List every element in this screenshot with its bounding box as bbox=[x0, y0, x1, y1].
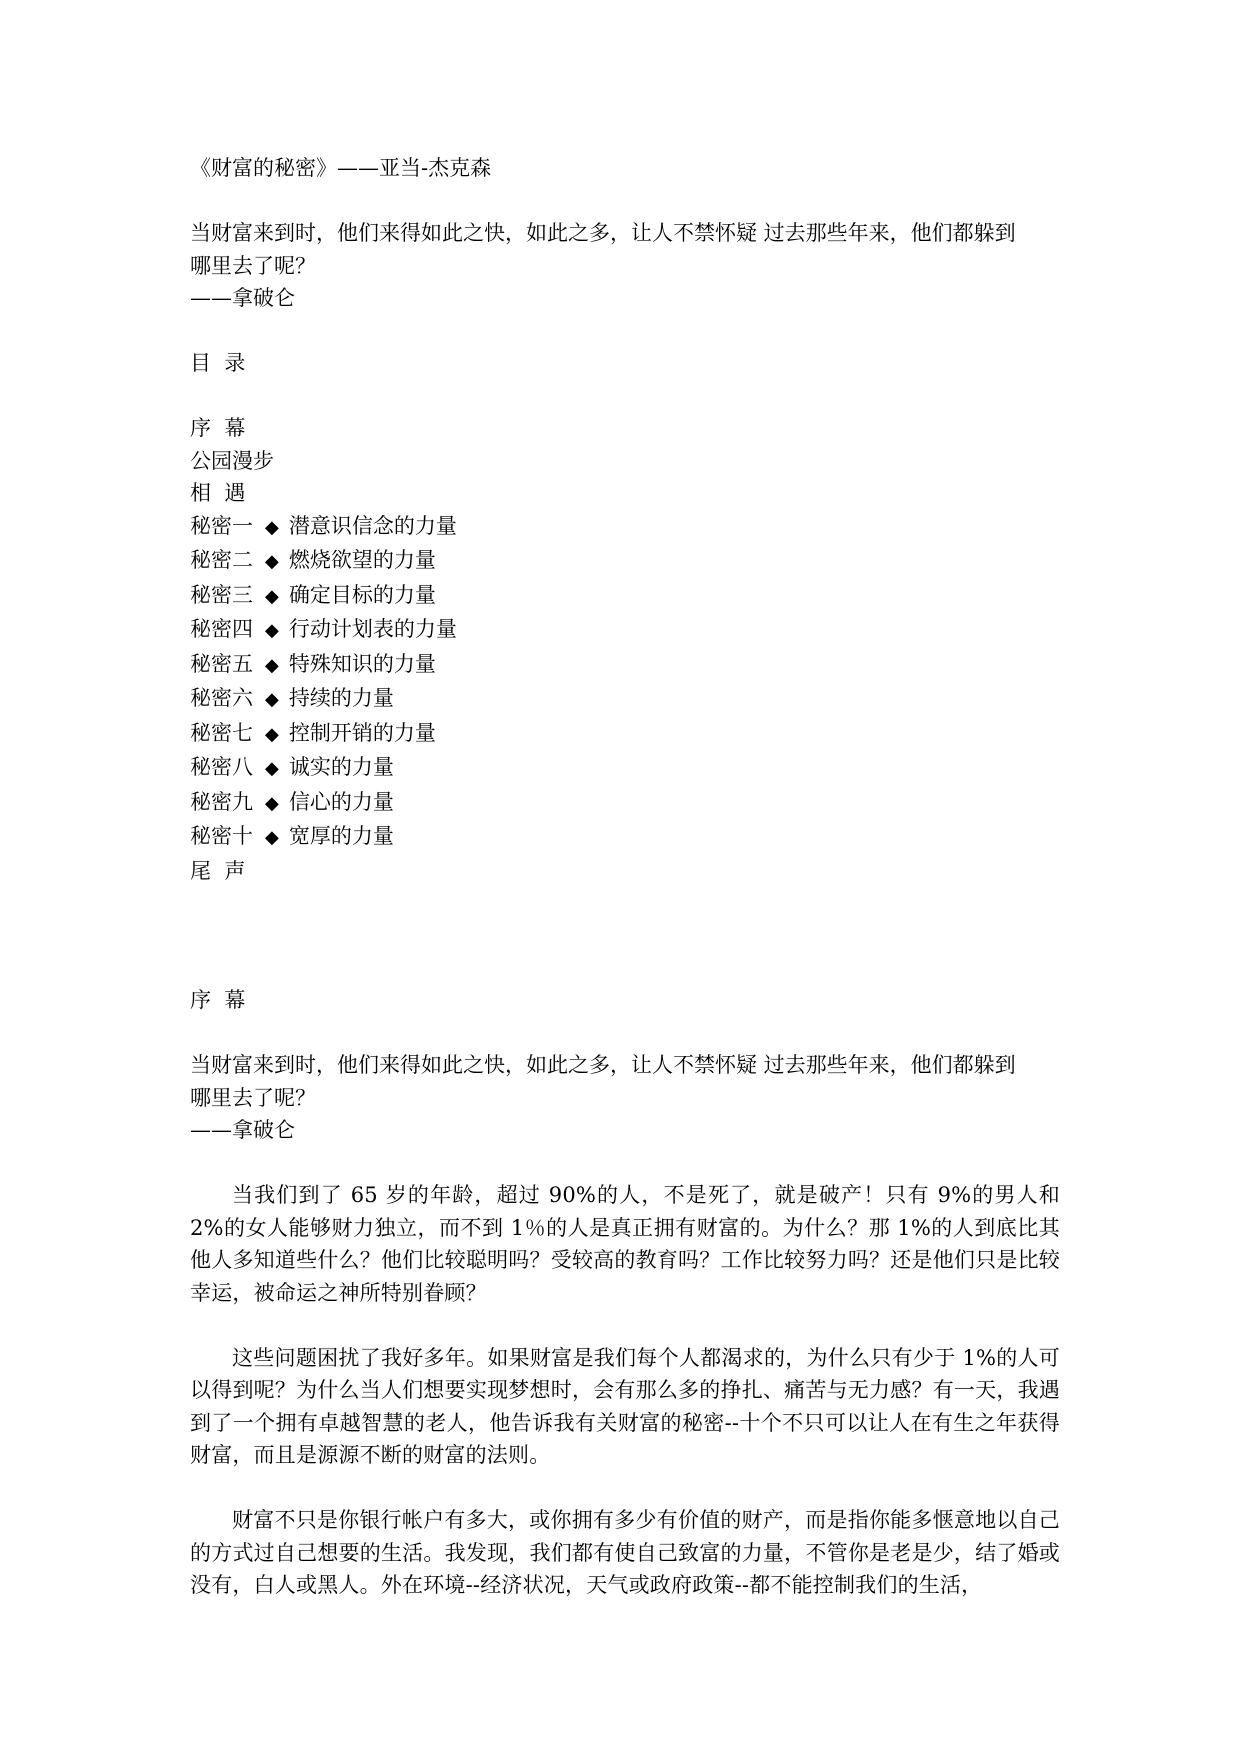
toc-item-text: 确定目标的力量 bbox=[288, 582, 436, 607]
spacer bbox=[190, 1147, 1060, 1180]
diamond-bullet-icon: ◆ bbox=[265, 654, 279, 676]
spacer bbox=[190, 1017, 1060, 1050]
diamond-bullet-icon: ◆ bbox=[265, 620, 279, 641]
toc-item[interactable] bbox=[190, 579, 1060, 614]
spacer bbox=[190, 1472, 1060, 1505]
body-paragraph: 财富不只是你银行帐户有多大，或你拥有多少有价值的财产，而是指你能多惬意地以自己的方式过自己想要的生活。我发现，我们都有使自己致富的力量，不管你是老是少，结了婚或没有，白人或黑人。外在环境--经济状况，天气或政府政策--都不能控制我们的生活， bbox=[190, 1508, 1060, 1597]
diamond-bullet-icon: ◆ bbox=[265, 758, 279, 779]
epigraph bbox=[190, 217, 1060, 315]
toc-item[interactable] bbox=[190, 751, 1060, 786]
toc-item-label: 秘密九 bbox=[190, 789, 253, 814]
toc-item-label: 秘密八 bbox=[190, 755, 253, 779]
section-heading: 序 幕 bbox=[190, 988, 246, 1012]
toc-item[interactable] bbox=[190, 648, 1060, 683]
document-title: 《财富的秘密》——亚当-杰克森 bbox=[190, 156, 492, 180]
toc-item-text: 行动计划表的力量 bbox=[288, 617, 457, 641]
toc-item[interactable] bbox=[190, 820, 1060, 855]
toc-item[interactable] bbox=[190, 544, 1060, 579]
epigraph-line: 当财富来到时，他们来得如此之快，如此之多，让人不禁怀疑 过去那些年来，他们都躲到 bbox=[190, 221, 1016, 245]
diamond-bullet-icon: ◆ bbox=[265, 827, 279, 848]
toc-item-label: 秘密二 bbox=[190, 548, 253, 572]
toc-item[interactable] bbox=[190, 445, 1060, 478]
section-epigraph bbox=[190, 1049, 1060, 1147]
spacer bbox=[190, 185, 1060, 218]
document-page bbox=[190, 152, 1060, 1602]
toc-item-text: 燃烧欲望的力量 bbox=[288, 548, 436, 572]
spacer bbox=[190, 380, 1060, 413]
toc-item-label: 秘密七 bbox=[190, 720, 253, 745]
diamond-bullet-icon: ◆ bbox=[265, 792, 279, 814]
epigraph-line: 哪里去了呢？ bbox=[190, 253, 316, 278]
spacer bbox=[190, 315, 1060, 348]
toc-item[interactable] bbox=[190, 613, 1060, 648]
body-paragraph: 当我们到了 65 岁的年龄，超过 90%的人，不是死了，就是破产！只有 9%的男人和 2%的女人能够财力独立，而不到 1％的人是真正拥有财富的。为什么？那 1%的人到底比其他人多知道些什么？他们比较聪明吗？受较高的教育吗？工作比较努力吗？还是他们只是比较幸运，被命运之神所特别眷顾？ bbox=[190, 1183, 1060, 1305]
diamond-bullet-icon: ◆ bbox=[265, 551, 279, 572]
toc-item[interactable] bbox=[190, 412, 1060, 445]
epigraph-line: 当财富来到时，他们来得如此之快，如此之多，让人不禁怀疑 过去那些年来，他们都躲到 bbox=[190, 1053, 1016, 1077]
toc-item[interactable] bbox=[190, 510, 1060, 545]
epigraph-author: ——拿破仑 bbox=[190, 1118, 295, 1142]
toc-item-label: 秘密十 bbox=[190, 824, 253, 848]
toc-item-label: 秘密五 bbox=[190, 651, 253, 676]
toc-item-label: 公园漫步 bbox=[190, 448, 274, 473]
toc-item[interactable] bbox=[190, 717, 1060, 752]
toc-item[interactable] bbox=[190, 855, 1060, 888]
toc-item-label: 尾 声 bbox=[190, 858, 246, 883]
toc-item[interactable] bbox=[190, 786, 1060, 821]
toc-item[interactable] bbox=[190, 682, 1060, 717]
toc-item-text: 宽厚的力量 bbox=[288, 824, 394, 848]
diamond-bullet-icon: ◆ bbox=[265, 585, 279, 607]
toc-item[interactable] bbox=[190, 477, 1060, 510]
toc-item-label: 相 遇 bbox=[190, 481, 246, 505]
toc-item-text: 特殊知识的力量 bbox=[288, 651, 436, 676]
epigraph-line: 哪里去了呢？ bbox=[190, 1085, 316, 1110]
diamond-bullet-icon: ◆ bbox=[265, 516, 279, 538]
diamond-bullet-icon: ◆ bbox=[265, 723, 279, 745]
toc-item-label: 秘密六 bbox=[190, 686, 253, 710]
toc-item-label: 秘密一 bbox=[190, 513, 253, 538]
toc-item-label: 序 幕 bbox=[190, 416, 246, 440]
body-paragraph: 这些问题困扰了我好多年。如果财富是我们每个人都渴求的，为什么只有少于 1%的人可以得到呢？为什么当人们想要实现梦想时，会有那么多的挣扎、痛苦与无力感？有一天，我遇到了一个拥有卓越智慧的老人，他告诉我有关财富的秘密--十个不只可以让人在有生之年获得财富，而且是源源不断的财富的法则。 bbox=[190, 1345, 1060, 1467]
toc-heading: 目 录 bbox=[190, 351, 246, 375]
toc-item-label: 秘密三 bbox=[190, 582, 253, 607]
toc-item-text: 控制开销的力量 bbox=[288, 720, 436, 745]
toc-item-text: 信心的力量 bbox=[288, 789, 394, 814]
epigraph-author: ——拿破仑 bbox=[190, 286, 295, 310]
diamond-bullet-icon: ◆ bbox=[265, 689, 279, 710]
spacer bbox=[190, 1309, 1060, 1342]
table-of-contents bbox=[190, 412, 1060, 887]
spacer bbox=[190, 887, 1060, 984]
toc-item-text: 持续的力量 bbox=[288, 686, 394, 710]
toc-item-label: 秘密四 bbox=[190, 617, 253, 641]
toc-item-text: 诚实的力量 bbox=[288, 755, 394, 779]
toc-item-text: 潜意识信念的力量 bbox=[288, 513, 457, 538]
